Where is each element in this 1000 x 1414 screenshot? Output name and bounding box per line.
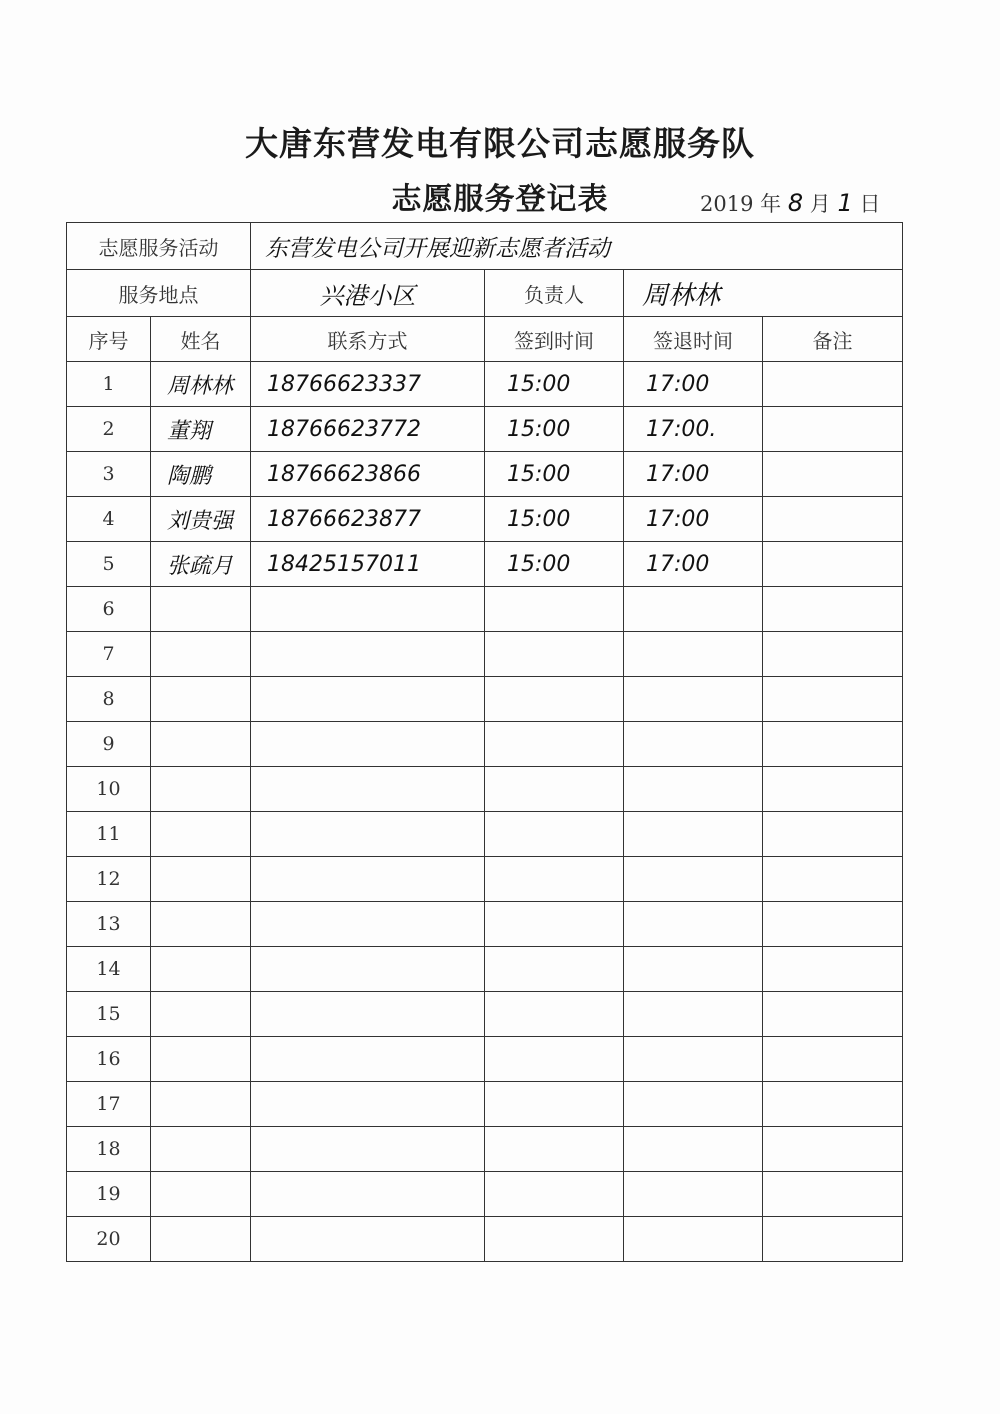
row-checkout xyxy=(624,632,763,677)
row-checkout: 17:00 xyxy=(624,497,763,542)
row-name xyxy=(151,1217,251,1262)
row-checkin xyxy=(485,767,624,812)
row-name xyxy=(151,1082,251,1127)
table-row xyxy=(67,812,903,857)
row-phone xyxy=(251,947,485,992)
row-phone xyxy=(251,1037,485,1082)
row-checkout xyxy=(624,992,763,1037)
header-name: 姓名 xyxy=(151,317,251,362)
table-row xyxy=(67,677,903,722)
table-row xyxy=(67,362,903,407)
row-name xyxy=(151,632,251,677)
row-number: 10 xyxy=(67,767,151,812)
row-note xyxy=(763,1172,903,1217)
row-note xyxy=(763,452,903,497)
row-number: 6 xyxy=(67,587,151,632)
row-note xyxy=(763,722,903,767)
row-checkin xyxy=(485,722,624,767)
row-name xyxy=(151,767,251,812)
activity-label: 志愿服务活动 xyxy=(67,223,251,270)
row-phone: 18766623866 xyxy=(251,452,485,497)
activity-row xyxy=(67,223,903,270)
row-number: 16 xyxy=(67,1037,151,1082)
table-row xyxy=(67,632,903,677)
row-number: 11 xyxy=(67,812,151,857)
row-note xyxy=(763,857,903,902)
row-number: 1 xyxy=(67,362,151,407)
row-checkin xyxy=(485,812,624,857)
table-row xyxy=(67,767,903,812)
row-number: 5 xyxy=(67,542,151,587)
row-checkout xyxy=(624,1082,763,1127)
row-name xyxy=(151,992,251,1037)
row-name xyxy=(151,1037,251,1082)
row-phone xyxy=(251,812,485,857)
row-checkout xyxy=(624,722,763,767)
row-note xyxy=(763,542,903,587)
header-no: 序号 xyxy=(67,317,151,362)
row-note xyxy=(763,1127,903,1172)
table-row xyxy=(67,1127,903,1172)
row-name: 董翔 xyxy=(151,407,251,452)
row-note xyxy=(763,677,903,722)
row-number: 7 xyxy=(67,632,151,677)
row-name xyxy=(151,587,251,632)
row-checkin: 15:00 xyxy=(485,497,624,542)
row-name xyxy=(151,902,251,947)
table-row xyxy=(67,992,903,1037)
table-row xyxy=(67,587,903,632)
row-note xyxy=(763,1037,903,1082)
row-phone xyxy=(251,722,485,767)
row-checkin: 15:00 xyxy=(485,542,624,587)
row-checkout: 17:00 xyxy=(624,362,763,407)
row-name xyxy=(151,812,251,857)
row-note xyxy=(763,767,903,812)
row-checkin xyxy=(485,677,624,722)
row-name xyxy=(151,857,251,902)
row-phone xyxy=(251,1082,485,1127)
location-value: 兴港小区 xyxy=(251,270,485,317)
row-name xyxy=(151,722,251,767)
row-phone xyxy=(251,1172,485,1217)
table-row xyxy=(67,407,903,452)
row-name: 刘贵强 xyxy=(151,497,251,542)
table-row xyxy=(67,542,903,587)
row-note xyxy=(763,1082,903,1127)
row-checkout: 17:00. xyxy=(624,407,763,452)
row-checkin xyxy=(485,1127,624,1172)
header-row xyxy=(67,317,903,362)
row-checkout xyxy=(624,812,763,857)
row-checkin xyxy=(485,1082,624,1127)
row-checkout xyxy=(624,947,763,992)
row-number: 9 xyxy=(67,722,151,767)
table-row xyxy=(67,857,903,902)
row-checkout xyxy=(624,1172,763,1217)
row-name xyxy=(151,677,251,722)
table-row xyxy=(67,947,903,992)
row-checkin xyxy=(485,1217,624,1262)
row-number: 18 xyxy=(67,1127,151,1172)
row-checkin: 15:00 xyxy=(485,362,624,407)
row-number: 13 xyxy=(67,902,151,947)
table-row xyxy=(67,1172,903,1217)
row-checkout xyxy=(624,1037,763,1082)
table-row xyxy=(67,722,903,767)
row-phone xyxy=(251,587,485,632)
row-phone xyxy=(251,1217,485,1262)
row-note xyxy=(763,947,903,992)
table-row xyxy=(67,902,903,947)
leader-label: 负责人 xyxy=(485,270,624,317)
date-day: 1 xyxy=(837,189,853,217)
row-checkout: 17:00 xyxy=(624,452,763,497)
row-phone xyxy=(251,632,485,677)
row-note xyxy=(763,407,903,452)
row-note xyxy=(763,1217,903,1262)
date-month-label: 月 xyxy=(809,192,831,216)
row-name xyxy=(151,947,251,992)
date-month: 8 xyxy=(787,189,804,217)
form-date xyxy=(700,188,880,218)
row-note xyxy=(763,992,903,1037)
row-note xyxy=(763,902,903,947)
row-number: 19 xyxy=(67,1172,151,1217)
row-number: 12 xyxy=(67,857,151,902)
row-number: 3 xyxy=(67,452,151,497)
header-note: 备注 xyxy=(763,317,903,362)
row-checkin xyxy=(485,947,624,992)
row-number: 14 xyxy=(67,947,151,992)
date-day-label: 日 xyxy=(859,192,881,216)
row-number: 15 xyxy=(67,992,151,1037)
row-phone xyxy=(251,1127,485,1172)
row-checkout xyxy=(624,1127,763,1172)
row-name: 陶鹏 xyxy=(151,452,251,497)
row-name xyxy=(151,1172,251,1217)
table-row xyxy=(67,1082,903,1127)
row-checkout xyxy=(624,587,763,632)
row-checkin xyxy=(485,992,624,1037)
row-checkin: 15:00 xyxy=(485,452,624,497)
row-phone: 18766623337 xyxy=(251,362,485,407)
row-phone xyxy=(251,857,485,902)
row-note xyxy=(763,497,903,542)
table-row xyxy=(67,1217,903,1262)
row-phone: 18425157011 xyxy=(251,542,485,587)
header-checkout: 签退时间 xyxy=(624,317,763,362)
row-name: 周林林 xyxy=(151,362,251,407)
row-phone xyxy=(251,992,485,1037)
registration-table xyxy=(66,222,903,1262)
row-checkout xyxy=(624,902,763,947)
header-checkin: 签到时间 xyxy=(485,317,624,362)
date-year-label: 年 xyxy=(760,192,782,216)
row-phone: 18766623772 xyxy=(251,407,485,452)
row-number: 2 xyxy=(67,407,151,452)
location-row xyxy=(67,270,903,317)
row-checkout xyxy=(624,1217,763,1262)
date-year: 2019 xyxy=(700,192,754,216)
table-row xyxy=(67,497,903,542)
row-number: 17 xyxy=(67,1082,151,1127)
row-checkout xyxy=(624,857,763,902)
row-note xyxy=(763,362,903,407)
table-row xyxy=(67,1037,903,1082)
location-label: 服务地点 xyxy=(67,270,251,317)
form-title: 志愿服务登记表 xyxy=(391,182,609,217)
row-number: 4 xyxy=(67,497,151,542)
row-name xyxy=(151,1127,251,1172)
table-row xyxy=(67,452,903,497)
row-number: 8 xyxy=(67,677,151,722)
row-note xyxy=(763,587,903,632)
row-checkin xyxy=(485,1037,624,1082)
header-phone: 联系方式 xyxy=(251,317,485,362)
row-checkin xyxy=(485,857,624,902)
row-checkin xyxy=(485,587,624,632)
leader-value: 周林林 xyxy=(624,270,903,317)
row-phone xyxy=(251,902,485,947)
row-checkout: 17:00 xyxy=(624,542,763,587)
row-name: 张疏月 xyxy=(151,542,251,587)
row-checkin xyxy=(485,902,624,947)
row-checkin xyxy=(485,1172,624,1217)
row-checkout xyxy=(624,677,763,722)
row-checkin: 15:00 xyxy=(485,407,624,452)
row-note xyxy=(763,812,903,857)
row-checkin xyxy=(485,632,624,677)
row-phone xyxy=(251,677,485,722)
document-title: 大唐东营发电有限公司志愿服务队 xyxy=(245,124,755,163)
row-checkout xyxy=(624,767,763,812)
row-phone: 18766623877 xyxy=(251,497,485,542)
activity-value: 东营发电公司开展迎新志愿者活动 xyxy=(251,223,903,270)
row-number: 20 xyxy=(67,1217,151,1262)
row-phone xyxy=(251,767,485,812)
row-note xyxy=(763,632,903,677)
